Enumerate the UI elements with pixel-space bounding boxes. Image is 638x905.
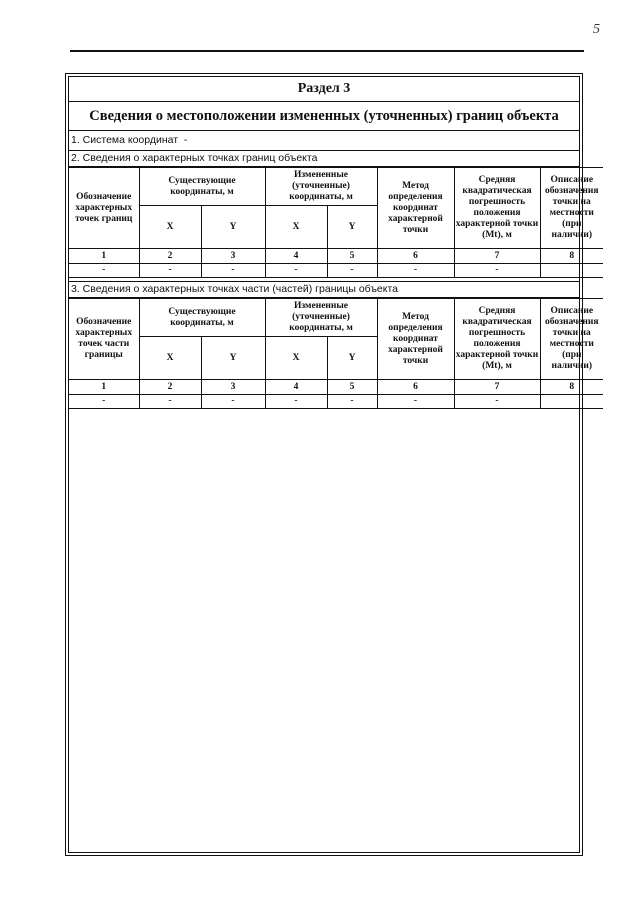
t2-data-cell: - xyxy=(454,264,540,278)
t2-colnum: 2 xyxy=(139,249,201,264)
t2-colnum: 5 xyxy=(327,249,377,264)
part2-title: 2. Сведения о характерных точках границ объекта xyxy=(69,151,579,167)
coordinate-system-label: 1. Система координат xyxy=(71,134,179,146)
t2-header-description: Описание обозначения точки на местности (при наличии) xyxy=(540,168,603,249)
part3-title: 3. Сведения о характерных точках части (частей) границы объекта xyxy=(69,282,579,298)
t3-colnum: 5 xyxy=(327,380,377,395)
t3-header-changed: Измененные (уточненные) координаты, м xyxy=(265,299,377,337)
t3-colnum: 2 xyxy=(139,380,201,395)
t3-colnum: 7 xyxy=(454,380,540,395)
t3-header-method: Метод определения координат характерной точки xyxy=(377,299,454,380)
t3-data-cell: - xyxy=(327,395,377,409)
t2-header-method: Метод определения координат характерной точки xyxy=(377,168,454,249)
t2-data-cell: - xyxy=(327,264,377,278)
table-part-boundary-points xyxy=(69,298,603,409)
t2-header-y-existing: Y xyxy=(201,206,265,249)
t3-colnum: 6 xyxy=(377,380,454,395)
t3-data-cell: - xyxy=(201,395,265,409)
t2-header-existing: Существующие координаты, м xyxy=(139,168,265,206)
t2-colnum: 3 xyxy=(201,249,265,264)
t2-data-cell: - xyxy=(69,264,139,278)
section-title: Раздел 3 xyxy=(69,76,579,102)
t2-colnum: 6 xyxy=(377,249,454,264)
t2-data-cell: - xyxy=(265,264,327,278)
t3-header-y-existing: Y xyxy=(201,337,265,380)
t2-header-x-changed: X xyxy=(265,206,327,249)
t3-data-cell: - xyxy=(454,395,540,409)
t2-data-cell: - xyxy=(139,264,201,278)
section-3 xyxy=(69,76,599,409)
table-boundary-points xyxy=(69,167,603,278)
t3-colnum: 4 xyxy=(265,380,327,395)
t3-header-existing: Существующие координаты, м xyxy=(139,299,265,337)
t2-data-cell xyxy=(540,264,603,278)
t3-data-cell: - xyxy=(139,395,201,409)
t2-data-cell: - xyxy=(201,264,265,278)
t2-header-x-existing: X xyxy=(139,206,201,249)
t2-colnum: 1 xyxy=(69,249,139,264)
coordinate-system-value: - xyxy=(183,134,188,146)
t3-colnum: 8 xyxy=(540,380,603,395)
t3-data-cell: - xyxy=(377,395,454,409)
t3-colnum: 1 xyxy=(69,380,139,395)
t3-data-cell: - xyxy=(69,395,139,409)
coordinate-system-row xyxy=(69,131,579,151)
t3-header-x-existing: X xyxy=(139,337,201,380)
t3-data-cell xyxy=(540,395,603,409)
t2-data-cell: - xyxy=(377,264,454,278)
page-number: 5 xyxy=(593,22,600,37)
section-subtitle: Сведения о местоположении измененных (уточненных) границ объекта xyxy=(69,102,579,131)
header-rule xyxy=(70,50,584,52)
t3-header-description: Описание обозначения точки на местности (при наличии) xyxy=(540,299,603,380)
t2-header-changed: Измененные (уточненные) координаты, м xyxy=(265,168,377,206)
t3-header-error: Средняя квадратическая погрешность положения характерной точки (Mt), м xyxy=(454,299,540,380)
t2-header-error: Средняя квадратическая погрешность положения характерной точки (Mt), м xyxy=(454,168,540,249)
t2-colnum: 8 xyxy=(540,249,603,264)
t3-header-designation: Обозначение характерных точек части границы xyxy=(69,299,139,380)
t2-colnum: 4 xyxy=(265,249,327,264)
t2-header-y-changed: Y xyxy=(327,206,377,249)
t3-header-x-changed: X xyxy=(265,337,327,380)
t3-header-y-changed: Y xyxy=(327,337,377,380)
t3-data-cell: - xyxy=(265,395,327,409)
t3-colnum: 3 xyxy=(201,380,265,395)
t2-colnum: 7 xyxy=(454,249,540,264)
t2-header-designation: Обозначение характерных точек границ xyxy=(69,168,139,249)
